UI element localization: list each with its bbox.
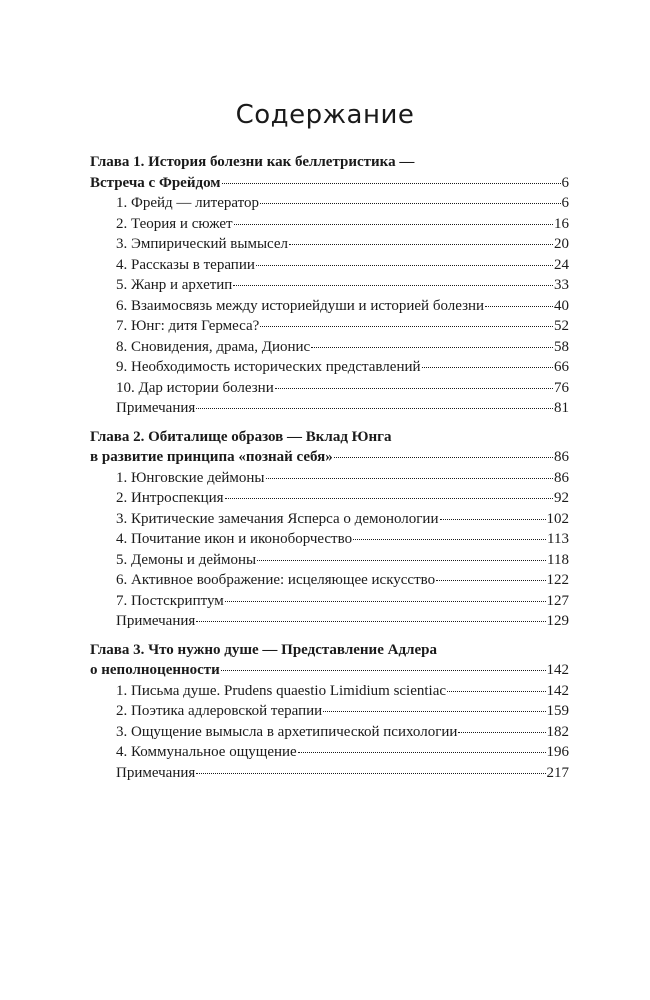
chapter-title: Глава 3. Что нужно душе — Представление Адлера: [90, 641, 437, 658]
page-number: 182: [546, 723, 569, 740]
page-number: 76: [554, 379, 569, 396]
page-number: 24: [554, 256, 569, 273]
dot-leader: [323, 711, 545, 712]
toc-entry[interactable]: [90, 214, 569, 235]
dot-leader: [260, 203, 560, 204]
page-number: 40: [554, 297, 569, 314]
dot-leader: [222, 183, 561, 184]
entry-label: 5. Жанр и архетип: [116, 277, 233, 293]
page-number: 6: [561, 174, 569, 191]
entry-label: Примечания: [116, 764, 196, 781]
toc-entry[interactable]: [90, 468, 569, 489]
entry-label: 3. Эмпирический вымысел: [116, 236, 289, 252]
entry-label: Примечания: [116, 613, 196, 629]
page-number: 52: [554, 318, 569, 334]
page-number: 217: [546, 764, 569, 781]
entry-label: 1. Фрейд — литератор: [116, 195, 260, 211]
dot-leader: [196, 621, 545, 622]
toc-entry[interactable]: [90, 193, 569, 214]
page-number: 33: [554, 277, 569, 293]
toc-entry[interactable]: [90, 488, 569, 509]
dot-leader: [289, 244, 553, 245]
toc-entry[interactable]: [90, 337, 569, 358]
chapter-1: [90, 152, 569, 419]
toc-entry[interactable]: [90, 570, 569, 591]
entry-label: 3. Критические замечания Ясперса о демонологии: [116, 510, 439, 527]
toc-entry[interactable]: [90, 591, 569, 612]
dot-leader: [436, 580, 545, 581]
chapter-3: [90, 640, 569, 784]
toc-entry[interactable]: [90, 701, 569, 722]
dot-leader: [422, 367, 553, 368]
toc-entry[interactable]: [90, 296, 569, 317]
page-number: 102: [546, 510, 569, 527]
entry-label: 1. Юнговские деймоны: [116, 469, 265, 486]
toc-entry[interactable]: [90, 316, 569, 337]
dot-leader: [233, 285, 553, 286]
table-of-contents: [90, 152, 569, 791]
entry-label: 8. Сновидения, драма, Дионис: [116, 338, 311, 355]
page-number: 122: [546, 572, 569, 588]
toc-entry[interactable]: [90, 275, 569, 296]
entry-label: 2. Поэтика адлеровской терапии: [116, 703, 323, 719]
entry-label: 5. Демоны и деймоны: [116, 551, 257, 568]
dot-leader: [485, 306, 553, 307]
dot-leader: [266, 478, 553, 479]
entry-label: 6. Взаимосвязь между историейдуши и историей болезни: [116, 297, 485, 314]
entry-label: 7. Юнг: дитя Гермеса?: [116, 318, 260, 334]
entry-label: 6. Активное воображение: исцеляющее искусство: [116, 572, 436, 588]
dot-leader: [196, 773, 545, 774]
page-number: 6: [561, 195, 569, 211]
page-number: 118: [547, 551, 569, 568]
page-number: 66: [554, 359, 569, 375]
page-number: 16: [554, 215, 569, 232]
dot-leader: [260, 326, 553, 327]
page-number: 142: [546, 682, 569, 699]
dot-leader: [257, 560, 546, 561]
chapter-title-continuation: Встреча с Фрейдом: [90, 174, 221, 191]
toc-entry[interactable]: [90, 234, 569, 255]
dot-leader: [256, 265, 553, 266]
page-number: 129: [546, 613, 569, 629]
page-number: 196: [546, 744, 569, 760]
page-number: 113: [547, 531, 569, 547]
toc-entry[interactable]: [90, 398, 569, 419]
dot-leader: [225, 498, 553, 499]
entry-label: 4. Рассказы в терапии: [116, 256, 255, 273]
toc-entry[interactable]: [90, 763, 569, 784]
toc-entry[interactable]: [90, 722, 569, 743]
page-number: 159: [546, 703, 569, 719]
page-number: 81: [554, 400, 569, 416]
entry-label: 10. Дар истории болезни: [116, 379, 274, 396]
dot-leader: [221, 670, 546, 671]
page-number: 20: [554, 236, 569, 252]
entry-label: 7. Постскриптум: [116, 592, 224, 609]
entry-label: 4. Почитание икон и иконоборчество: [116, 531, 353, 547]
page-number: 92: [554, 490, 569, 506]
entry-label: 4. Коммунальное ощущение: [116, 744, 297, 760]
toc-entry[interactable]: [90, 357, 569, 378]
dot-leader: [298, 752, 546, 753]
entry-label: 2. Интроспекция: [116, 490, 224, 506]
toc-entry[interactable]: [90, 529, 569, 550]
page-number: 86: [554, 449, 569, 465]
toc-entry[interactable]: [90, 611, 569, 632]
chapter-title-entry[interactable]: [90, 173, 569, 194]
entry-label: 9. Необходимость исторических представлений: [116, 359, 421, 375]
page-number: 142: [546, 662, 569, 678]
dot-leader: [275, 388, 553, 389]
toc-entry[interactable]: [90, 509, 569, 530]
toc-entry[interactable]: [90, 742, 569, 763]
toc-entry[interactable]: [90, 550, 569, 571]
dot-leader: [225, 601, 546, 602]
dot-leader: [196, 408, 553, 409]
chapter-title-entry[interactable]: [90, 447, 569, 468]
chapter-title-entry[interactable]: [90, 660, 569, 681]
chapter-title-continuation: о неполноценности: [90, 662, 220, 678]
page-number: 58: [554, 338, 569, 355]
dot-leader: [458, 732, 545, 733]
toc-entry[interactable]: [90, 255, 569, 276]
dot-leader: [234, 224, 553, 225]
dot-leader: [311, 347, 553, 348]
page-title: Содержание: [235, 100, 415, 130]
chapter-title: Глава 2. Обиталище образов — Вклад Юнга: [90, 428, 392, 445]
chapter-title: Глава 1. История болезни как беллетристика —: [90, 154, 415, 170]
chapter-title-continuation: в развитие принципа «познай себя»: [90, 449, 333, 465]
page-number: 86: [554, 469, 569, 486]
toc-entry[interactable]: [90, 681, 569, 702]
entry-label: Примечания: [116, 400, 196, 416]
entry-label: 2. Теория и сюжет: [116, 215, 233, 232]
dot-leader: [447, 691, 545, 692]
entry-label: 1. Письма душе. Prudens quaestio Limidium scientiac: [116, 682, 447, 699]
dot-leader: [353, 539, 546, 540]
chapter-2: [90, 427, 569, 632]
entry-label: 3. Ощущение вымысла в архетипической психологии: [116, 723, 458, 740]
toc-entry[interactable]: [90, 378, 569, 399]
dot-leader: [334, 457, 553, 458]
page-number: 127: [546, 592, 569, 609]
dot-leader: [440, 519, 546, 520]
